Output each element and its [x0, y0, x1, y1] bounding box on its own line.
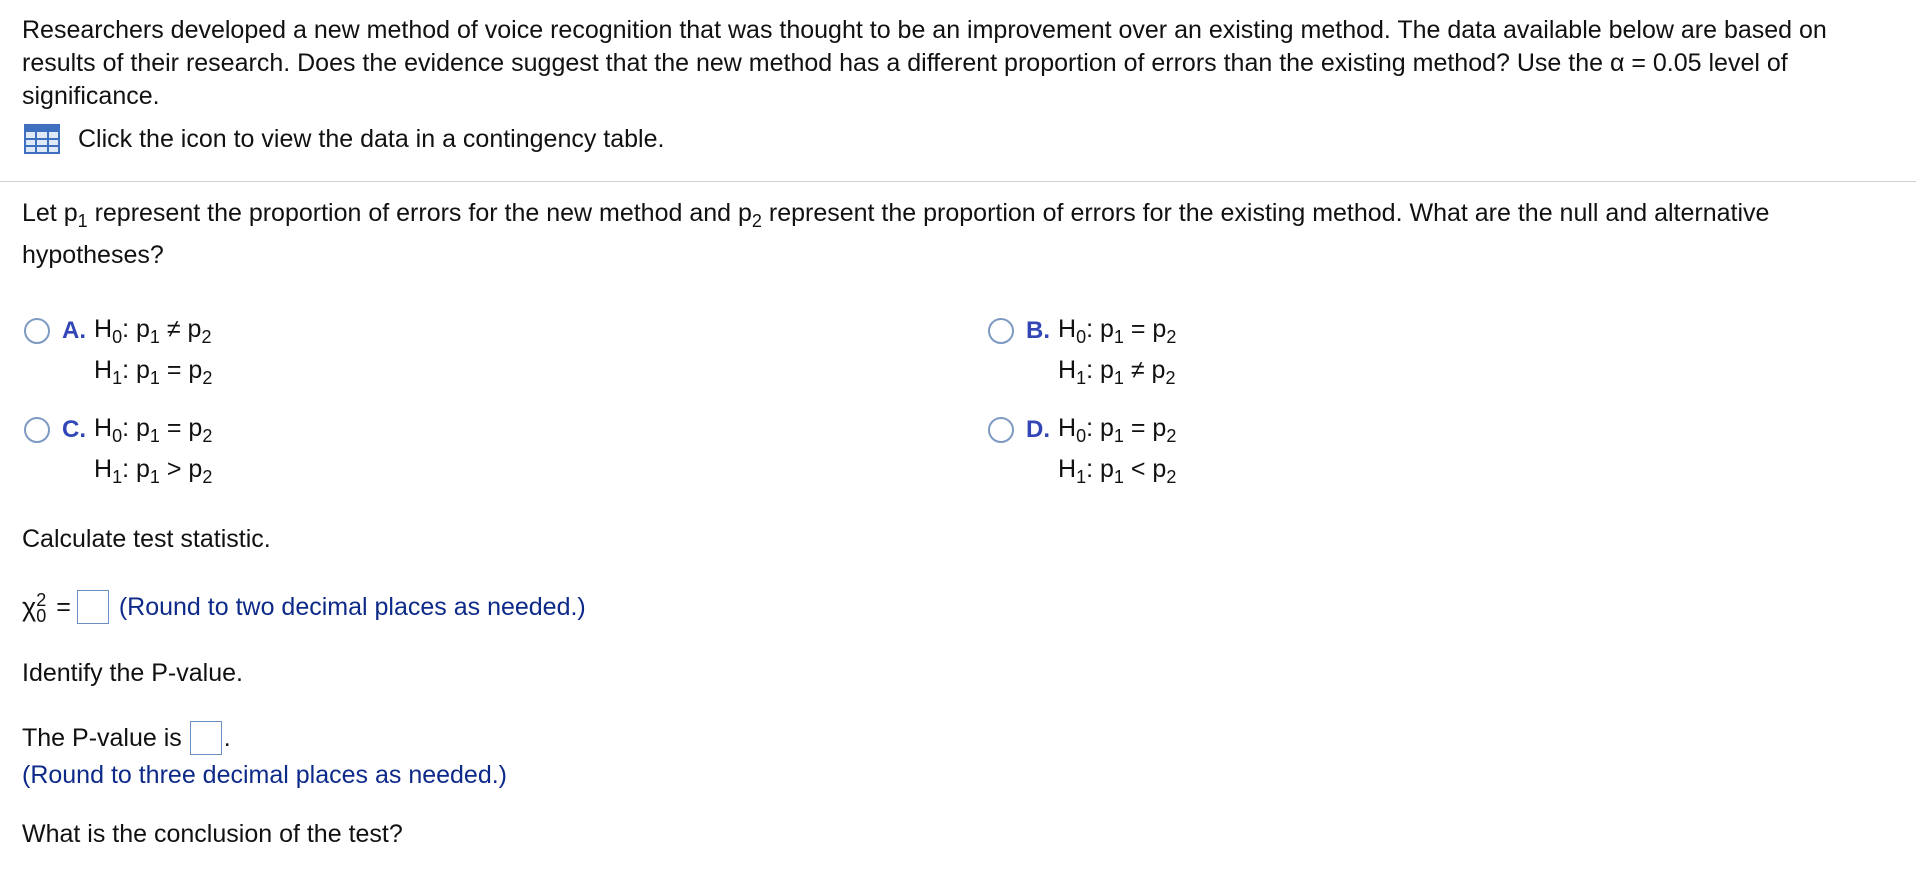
pvalue-prefix: The P-value is	[22, 723, 182, 752]
choice-a-h0: $H_0$: $p_1 \ne p_2$	[94, 315, 212, 347]
identify-pvalue-label: Identify the P-value.	[22, 659, 243, 687]
view-contingency-table-link[interactable]	[24, 124, 664, 154]
choice-a-letter: A.	[62, 317, 86, 344]
choice-c[interactable]	[24, 415, 212, 490]
choice-b-h0: $H_0$: $p_1 = p_2$	[1058, 315, 1177, 347]
question-text-3: represent the proportion of errors for the existing method. What are the null and alternative hypotheses?	[22, 199, 1770, 269]
chi-square-answer-input[interactable]	[77, 590, 109, 624]
question-text-2: represent the proportion of errors for the new method and p	[87, 199, 752, 227]
choice-b-letter: B.	[1026, 317, 1050, 344]
choice-d-radio[interactable]	[988, 417, 1014, 443]
choice-c-h1: $H_1$: $p_1 > p_2$	[94, 455, 213, 487]
hypotheses-question	[22, 192, 1902, 276]
choice-d-h1: $H_1$: $p_1 < p_2$	[1058, 455, 1177, 487]
choice-b-hypotheses	[1058, 309, 1176, 391]
chi-equals: =	[56, 592, 71, 621]
choice-c-letter: C.	[62, 416, 86, 443]
table-link-label[interactable]: Click the icon to view the data in a contingency table.	[78, 124, 665, 153]
chi-symbol: $\chi^2_0$	[22, 589, 47, 626]
choice-a-radio[interactable]	[24, 318, 50, 344]
chi-square-round-hint: (Round to two decimal places as needed.)	[118, 592, 586, 621]
choice-c-radio[interactable]	[24, 417, 50, 443]
pvalue-round-hint: (Round to three decimal places as needed.)	[22, 761, 508, 789]
chi-square-row	[22, 590, 586, 624]
choice-c-hypotheses	[94, 408, 212, 490]
problem-intro: Researchers developed a new method of voice recognition that was thought to be an improvement over an existing method. The data available below are based on results of their research. Does the evidence suggest that the new method has a different proportion of errors than the existing method? Use the α = 0.05 level of significance.	[22, 16, 1827, 110]
question-sub-1: 1	[77, 211, 88, 231]
table-grid-icon[interactable]	[24, 124, 60, 154]
choice-b[interactable]	[988, 316, 1176, 391]
conclusion-question: What is the conclusion of the test?	[22, 820, 403, 848]
choice-b-h1: $H_1$: $p_1 \ne p_2$	[1058, 356, 1176, 388]
choice-d[interactable]	[988, 415, 1176, 490]
choice-d-hypotheses	[1058, 408, 1176, 490]
choice-d-h0: $H_0$: $p_1 = p_2$	[1058, 414, 1177, 446]
question-text-1: Let p	[22, 199, 78, 227]
pvalue-suffix: .	[223, 723, 231, 752]
choice-c-h0: $H_0$: $p_1 = p_2$	[94, 414, 213, 446]
section-divider	[0, 181, 1916, 182]
question-sub-2: 2	[751, 211, 762, 231]
pvalue-row	[22, 721, 231, 755]
choice-b-radio[interactable]	[988, 318, 1014, 344]
calculate-test-statistic-label: Calculate test statistic.	[22, 525, 271, 553]
pvalue-answer-input[interactable]	[190, 721, 222, 755]
choice-a-h1: $H_1$: $p_1 = p_2$	[94, 356, 213, 388]
choice-a[interactable]	[24, 316, 212, 391]
choice-d-letter: D.	[1026, 416, 1050, 443]
choice-a-hypotheses	[94, 309, 212, 391]
